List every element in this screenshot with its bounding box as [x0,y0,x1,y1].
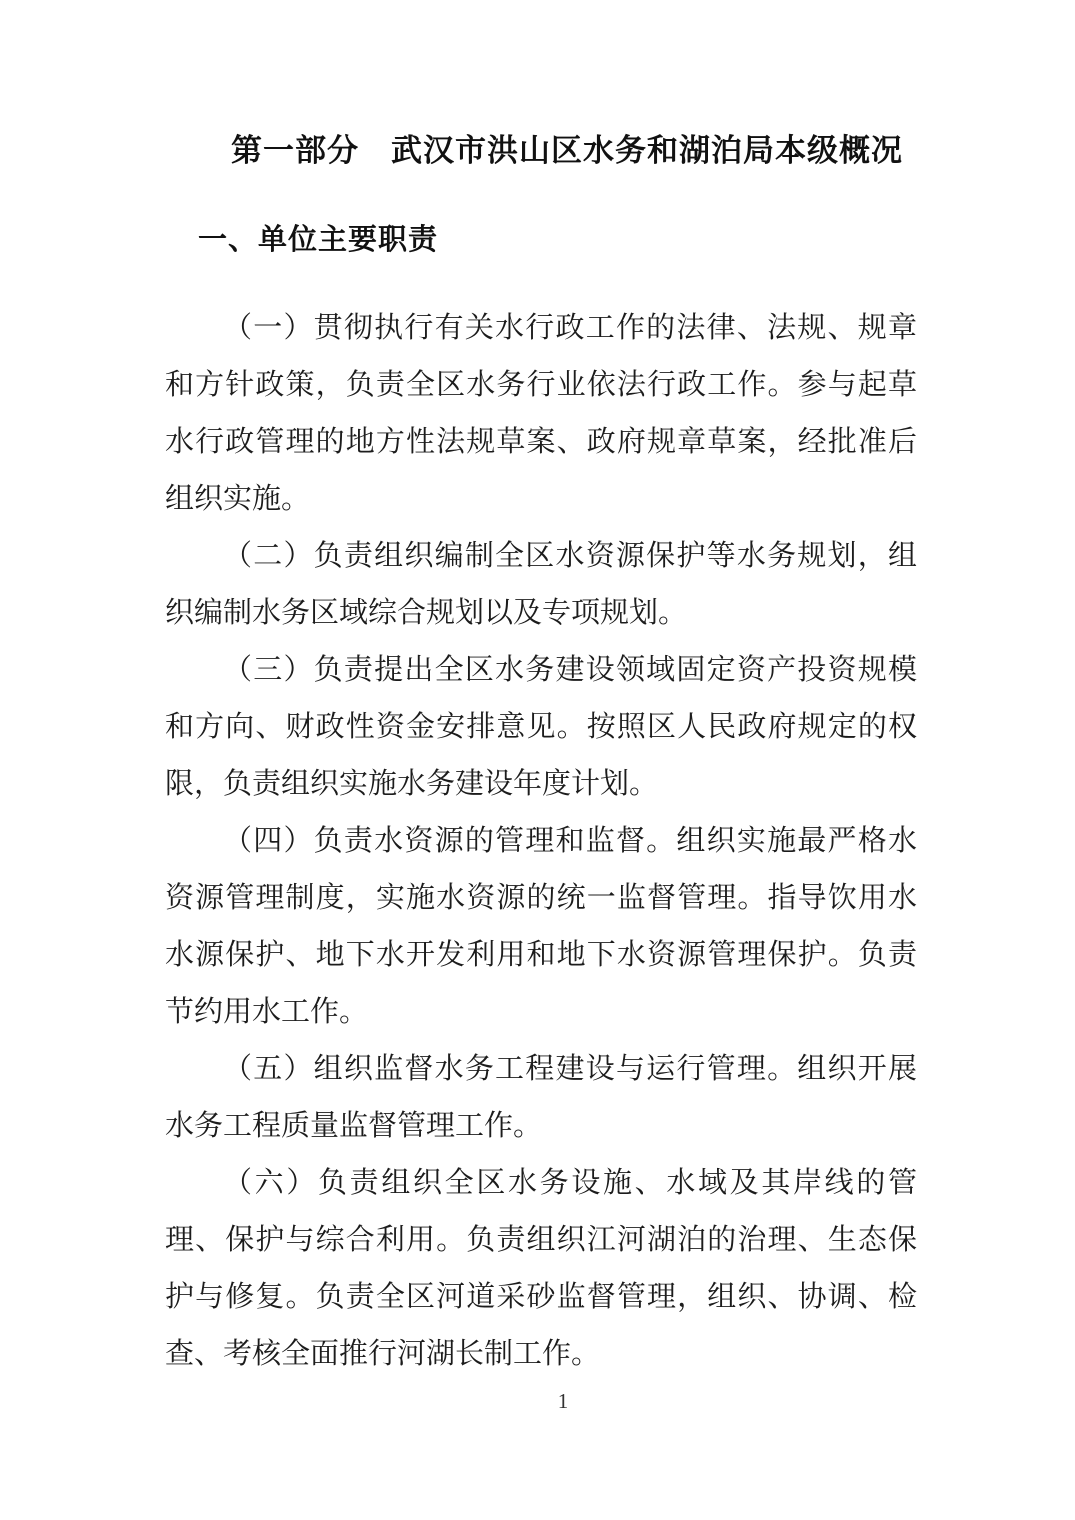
document-title: 第一部分 武汉市洪山区水务和湖泊局本级概况 [231,133,903,168]
paragraph-duty-4: （四）负责水资源的管理和监督。组织实施最严格水资源管理制度，实施水资源的统一监督管理。指导饮用水水源保护、地下水开发利用和地下水资源管理保护。负责节约用水工作。 [165,825,917,1028]
paragraph-duty-2: （二）负责组织编制全区水资源保护等水务规划，组织编制水务区域综合规划以及专项规划。 [165,540,917,629]
paragraph-duty-6: （六）负责组织全区水务设施、水域及其岸线的管理、保护与综合利用。负责组织江河湖泊的治理、生态保护与修复。负责全区河道采砂监督管理，组织、协调、检查、考核全面推行河湖长制工作。 [165,1167,917,1370]
page-number: 1 [557,1389,569,1413]
paragraph-duty-1: （一）贯彻执行有关水行政工作的法律、法规、规章和方针政策，负责全区水务行业依法行政工作。参与起草水行政管理的地方性法规草案、政府规章草案，经批准后组织实施。 [165,312,917,515]
document-content [165,0,917,1383]
document-body [165,300,917,1383]
paragraph-duty-3: （三）负责提出全区水务建设领域固定资产投资规模和方向、财政性资金安排意见。按照区人民政府规定的权限，负责组织实施水务建设年度计划。 [165,654,917,800]
paragraph-duty-5: （五）组织监督水务工程建设与运行管理。组织开展水务工程质量监督管理工作。 [165,1053,917,1142]
section-heading: 一、单位主要职责 [198,224,439,256]
